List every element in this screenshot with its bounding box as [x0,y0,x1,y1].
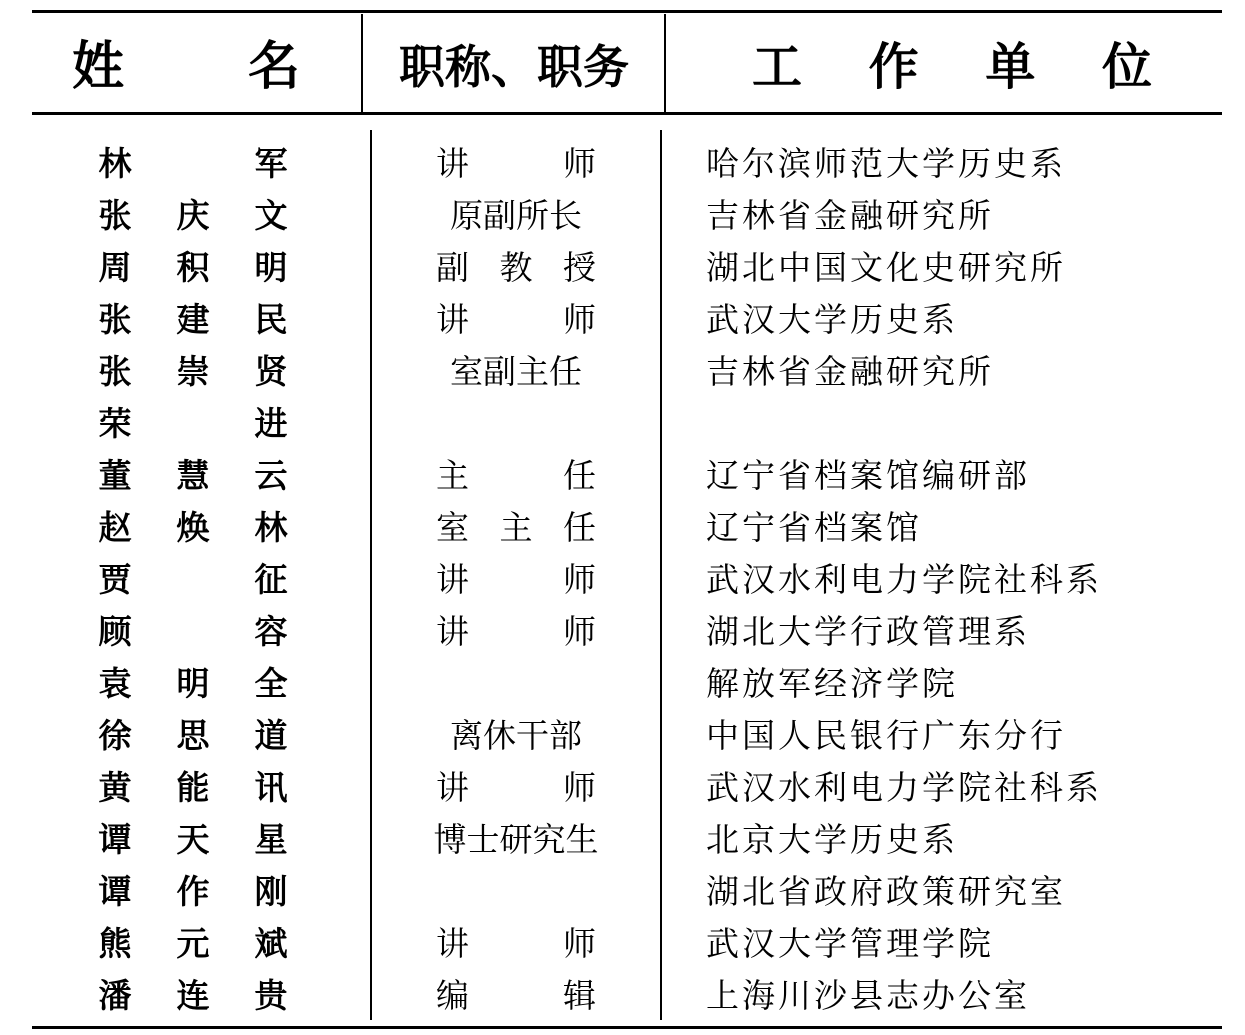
top-rule [32,10,1222,13]
title-part: 室副主任 [450,352,582,391]
name-char: 黄 [98,768,132,807]
header-title: 职称、职务 [399,40,629,94]
name-char: 刚 [254,872,288,911]
name-cell [98,138,288,190]
table-row [0,970,1245,1022]
name-char: 积 [176,248,210,287]
title-part: 任 [563,456,596,495]
title-cell [436,866,596,918]
name-char: 元 [176,924,210,963]
name-char: 袁 [98,664,132,703]
title-part: 授 [563,248,596,287]
table-row [0,918,1245,970]
name-char: 熊 [98,924,132,963]
name-char: 思 [176,716,210,755]
name-char: 贾 [98,560,132,599]
header-unit [752,30,1152,105]
name-cell [98,658,288,710]
table-row [0,294,1245,346]
title-cell [436,918,596,970]
name-char: 全 [254,664,288,703]
name-cell [98,190,288,242]
header-unit-char: 工 [752,38,802,96]
title-cell [436,970,596,1022]
name-char: 征 [254,560,288,599]
unit-cell: 吉林省金融研究所 [706,196,994,235]
table-row [0,450,1245,502]
name-char: 斌 [254,924,288,963]
title-cell [433,814,599,866]
unit-cell: 吉林省金融研究所 [706,352,994,391]
name-char: 讯 [254,768,288,807]
name-char: 张 [98,300,132,339]
title-cell [436,242,596,294]
name-char [176,554,210,606]
name-char: 林 [254,508,288,547]
title-cell [436,138,596,190]
name-char: 张 [98,196,132,235]
title-part: 主 [436,456,469,495]
name-char: 顾 [98,612,132,651]
unit-cell: 武汉水利电力学院社科系 [706,768,1102,807]
unit-cell: 哈尔滨师范大学历史系 [706,144,1066,183]
table-row [0,138,1245,190]
title-cell [436,398,596,450]
unit-cell: 北京大学历史系 [706,820,958,859]
name-char: 慧 [176,456,210,495]
name-char: 进 [254,404,288,443]
name-cell [98,814,288,866]
unit-cell: 中国人民银行广东分行 [706,716,1066,755]
title-part: 讲 [436,144,469,183]
name-cell [98,398,288,450]
header-divider [664,14,666,112]
name-cell [98,710,288,762]
title-cell [436,294,596,346]
title-cell [436,554,596,606]
header-unit-char: 作 [868,38,919,96]
table-row [0,814,1245,866]
unit-cell: 武汉大学管理学院 [706,924,994,963]
name-char [176,606,210,658]
table-row [0,710,1245,762]
header-rule [32,112,1222,115]
title-cell [436,450,596,502]
title-part: 室 [436,508,469,547]
table-row [0,554,1245,606]
unit-cell: 武汉水利电力学院社科系 [706,560,1102,599]
title-cell [436,502,596,554]
name-char: 董 [98,456,132,495]
title-part: 讲 [436,300,469,339]
title-cell [436,710,596,762]
title-cell [436,190,596,242]
title-part: 原副所长 [450,196,582,235]
name-char: 民 [254,300,288,339]
name-cell [98,346,288,398]
name-char: 林 [98,144,132,183]
table-row [0,658,1245,710]
header-name-char: 名 [247,37,300,97]
name-cell [98,866,288,918]
title-part: 离休干部 [450,716,582,755]
name-char: 赵 [98,508,132,547]
title-part: 师 [563,560,596,599]
title-part: 讲 [436,768,469,807]
table-row [0,190,1245,242]
title-part: 主 [499,508,533,547]
title-part: 教 [499,248,533,287]
name-cell [98,294,288,346]
title-part: 辑 [563,976,596,1015]
title-cell [436,606,596,658]
name-char: 徐 [98,716,132,755]
name-char [176,138,210,190]
title-part: 师 [563,144,596,183]
name-char [176,398,210,450]
name-cell [98,242,288,294]
name-char: 文 [254,196,288,235]
unit-cell: 武汉大学历史系 [706,300,958,339]
header-unit-char: 位 [1101,38,1152,96]
name-char: 明 [176,664,210,703]
title-cell [436,762,596,814]
name-char: 谭 [98,820,132,859]
name-char: 云 [254,456,288,495]
name-cell [98,606,288,658]
name-char: 谭 [98,872,132,911]
name-cell [98,762,288,814]
title-part: 副 [436,248,469,287]
name-char: 连 [176,976,210,1015]
name-char: 容 [254,612,288,651]
unit-cell [706,398,1206,450]
table-row [0,502,1245,554]
name-char: 天 [176,820,210,859]
unit-cell: 辽宁省档案馆 [706,508,922,547]
table-row [0,242,1245,294]
title-part: 师 [563,924,596,963]
name-char: 能 [176,768,210,807]
name-char: 军 [254,144,288,183]
unit-cell: 湖北省政府政策研究室 [706,872,1066,911]
unit-cell: 湖北中国文化史研究所 [706,248,1066,287]
table-row [0,346,1245,398]
name-char: 作 [176,872,210,911]
name-char: 贤 [254,352,288,391]
table-row [0,866,1245,918]
title-part: 讲 [436,924,469,963]
name-char: 周 [98,248,132,287]
header-divider [361,14,363,112]
name-char: 建 [176,300,210,339]
title-part: 师 [563,300,596,339]
name-char: 贵 [254,976,288,1015]
header-name [72,30,300,105]
header-name-char: 姓 [72,37,125,97]
table-row [0,762,1245,814]
unit-cell: 上海川沙县志办公室 [706,976,1030,1015]
name-char: 荣 [98,404,132,443]
unit-cell: 辽宁省档案馆编研部 [706,456,1030,495]
name-char: 明 [254,248,288,287]
name-char: 道 [254,716,288,755]
unit-cell: 解放军经济学院 [706,664,958,703]
name-char: 焕 [176,508,210,547]
title-part: 博士研究生 [433,820,599,859]
title-cell [436,346,596,398]
unit-cell: 湖北大学行政管理系 [706,612,1030,651]
name-cell [98,554,288,606]
bottom-rule [32,1026,1222,1029]
table-row [0,606,1245,658]
title-part: 编 [436,976,469,1015]
name-cell [98,970,288,1022]
title-cell [436,658,596,710]
title-part: 讲 [436,560,469,599]
table-row [0,398,1245,450]
title-part: 讲 [436,612,469,651]
name-char: 崇 [176,352,210,391]
title-part: 任 [563,508,596,547]
table-body [0,138,1245,1022]
title-part: 师 [563,768,596,807]
name-cell [98,502,288,554]
header-unit-char: 单 [985,38,1036,96]
title-part: 师 [563,612,596,651]
name-cell [98,450,288,502]
name-char: 星 [254,820,288,859]
name-cell [98,918,288,970]
name-char: 庆 [176,196,210,235]
name-char: 张 [98,352,132,391]
name-char: 潘 [98,976,132,1015]
